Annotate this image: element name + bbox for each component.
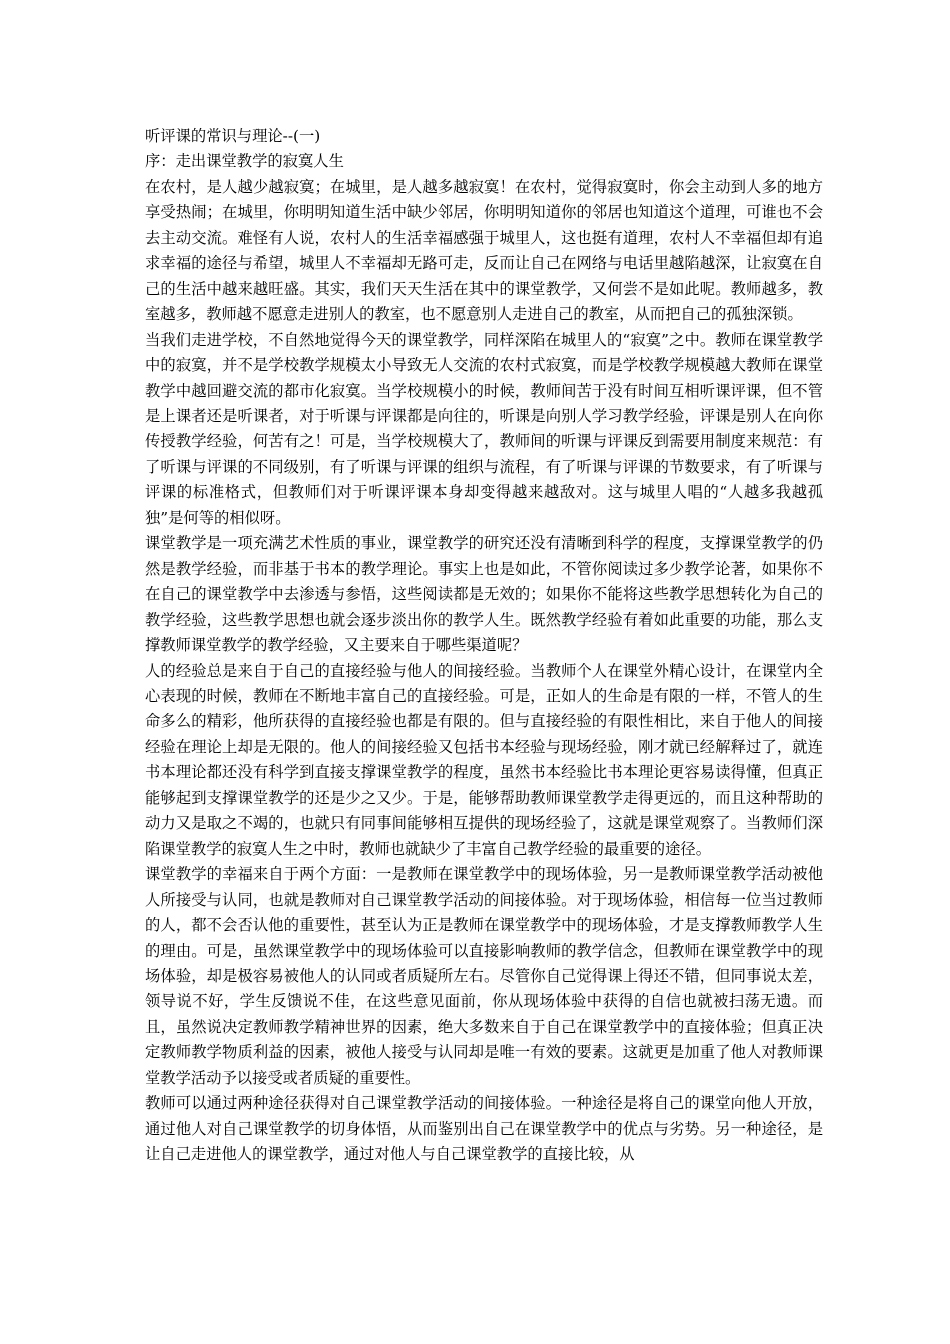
document-page [145,124,823,1168]
document-title: 听评课的常识与理论--(一) [145,127,321,145]
paragraph-2: 当我们走进学校，不自然地觉得今天的课堂教学，同样深陷在城里人的“寂寞”之中。教师在课堂教学中的寂寞，并不是学校教学规模太小导致无人交流的农村式寂寞，而是学校教学规模越大教师在课堂教学中越回避交流的都市化寂寞。当学校规模小的时候，教师间苦于没有时间互相听课评课，但不管是上课者还是听课者，对于听课与评课都是向往的，听课是向别人学习教学经验，评课是别人在向你传授教学经验，何苦有之！可是，当学校规模大了，教师间的听课与评课反到需要用制度来规范：有了听课与评课的不同级别，有了听课与评课的组织与流程，有了听课与评课的节数要求，有了听课与评课的标准格式，但教师们对于听课评课本身却变得越来越敌对。这与城里人唱的“人越多我越孤独”是何等的相似呀。 [145,330,823,527]
document-subtitle: 序：走出课堂教学的寂寞人生 [145,152,344,171]
paragraph-4: 人的经验总是来自于自己的直接经验与他人的间接经验。当教师个人在课堂外精心设计，在课堂内全心表现的时候，教师在不断地丰富自己的直接经验。可是，正如人的生命是有限的一样，不管人的生命多么的精彩，他所获得的直接经验也都是有限的。但与直接经验的有限性相比，来自于他人的间接经验在理论上却是无限的。他人的间接经验又包括书本经验与现场经验，刚才就已经解释过了，就连书本理论都还没有科学到直接支撑课堂教学的程度，虽然书本经验比书本理论更容易读得懂，但真正能够起到支撑课堂教学的还是少之又少。于是，能够帮助教师课堂教学走得更远的，而且这种帮助的动力又是取之不竭的，也就只有同事间能够相互提供的现场经验了，这就是课堂观察了。当教师们深陷课堂教学的寂寞人生之中时，教师也就缺少了丰富自己教学经验的最重要的途径。 [145,661,823,858]
paragraph-3: 课堂教学是一项充满艺术性质的事业，课堂教学的研究还没有清晰到科学的程度，支撑课堂教学的仍然是教学经验，而非基于书本的教学理论。事实上也是如此，不管你阅读过多少教学论著，如果你不在自己的课堂教学中去渗透与参悟，这些阅读都是无效的；如果你不能将这些教学思想转化为自己的教学经验，这些教学思想也就会逐步淡出你的教学人生。既然教学经验有着如此重要的功能，那么支撑教师课堂教学的教学经验，又主要来自于哪些渠道呢？ [145,534,823,655]
paragraph-6: 教师可以通过两种途径获得对自己课堂教学活动的间接体验。一种途径是将自己的课堂向他人开放，通过他人对自己课堂教学的切身体悟，从而鉴别出自己在课堂教学中的优点与劣势。另一种途径，是让自己走进他人的课堂教学，通过对他人与自己课堂教学的直接比较，从 [145,1094,823,1164]
paragraph-5: 课堂教学的幸福来自于两个方面：一是教师在课堂教学中的现场体验，另一是教师课堂教学活动被他人所接受与认同，也就是教师对自己课堂教学活动的间接体验。对于现场体验，相信每一位当过教师的人，都不会否认他的重要性，甚至认为正是教师在课堂教学中的现场体验，才是支撑教师教学人生的理由。可是，虽然课堂教学中的现场体验可以直接影响教师的教学信念，但教师在课堂教学中的现场体验，却是极容易被他人的认同或者质疑所左右。尽管你自己觉得课上得还不错，但同事说太差，领导说不好，学生反馈说不佳，在这些意见面前，你从现场体验中获得的自信也就被扫荡无遗。而且，虽然说决定教师教学精神世界的因素，绝大多数来自于自己在课堂教学中的直接体验；但真正决定教师教学物质利益的因素，被他人接受与认同却是唯一有效的要素。这就更是加重了他人对教师课堂教学活动予以接受或者质疑的重要性。 [145,865,823,1087]
paragraph-1: 在农村，是人越少越寂寞；在城里，是人越多越寂寞！在农村，觉得寂寞时，你会主动到人多的地方享受热闹；在城里，你明明知道生活中缺少邻居，你明明知道你的邻居也知道这个道理，可谁也不会去主动交流。难怪有人说，农村人的生活幸福感强于城里人，这也挺有道理，农村人不幸福但却有追求幸福的途径与希望，城里人不幸福却无路可走，反而让自己在网络与电话里越陷越深，让寂寞在自己的生活中越来越旺盛。其实，我们天天生活在其中的课堂教学，又何尝不是如此呢。教师越多，教室越多，教师越不愿意走进别人的教室，也不愿意别人走进自己的教室，从而把自己的孤独深锁。 [145,177,823,324]
